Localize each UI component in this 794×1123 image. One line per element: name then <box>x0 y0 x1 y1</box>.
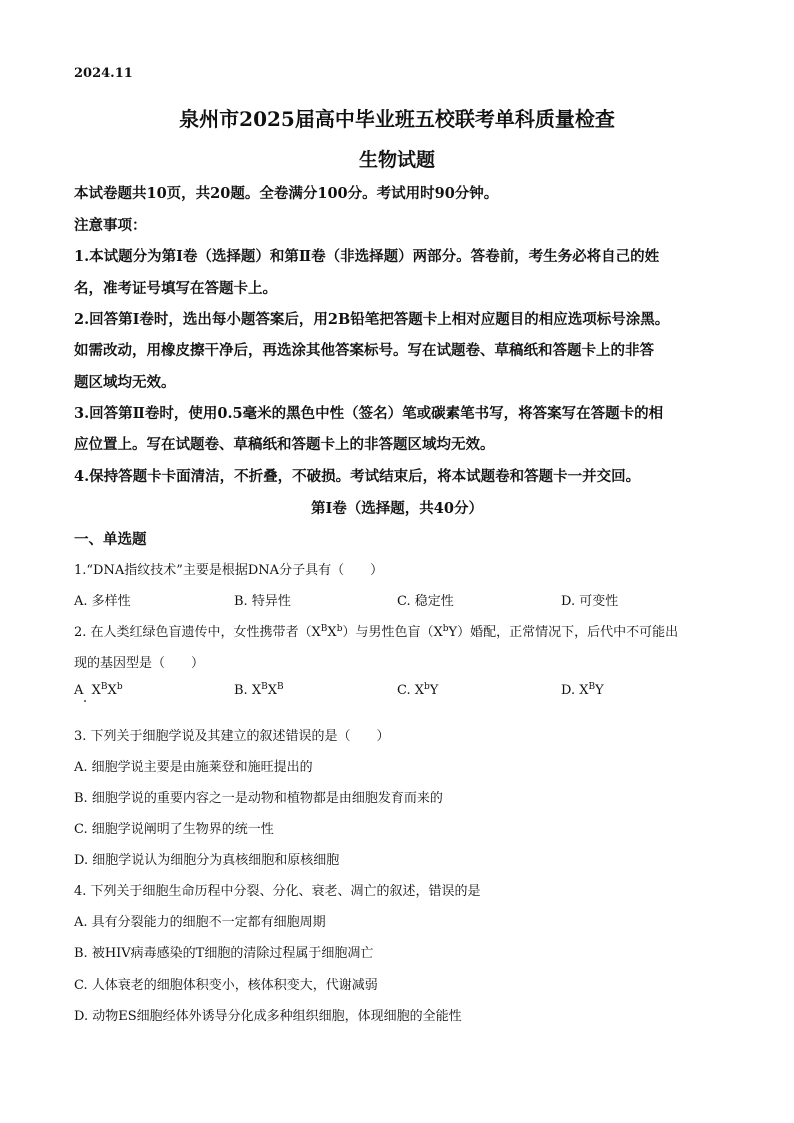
notice-item-1-line-2: 名，准考证号填写在答题卡上。 <box>74 280 277 297</box>
question-2-stem-line-2: 现的基因型是（ ） <box>74 656 205 671</box>
question-2-option-c: C. $X^bY$ <box>397 682 439 698</box>
notice-item-2-line-3: 题区域均无效。 <box>74 374 176 391</box>
question-2-stem-line-1: 2. 在人类红绿色盲遗传中，女性携带者$(X^BX^b)$与男性色盲$(X^bY)$婚配，正常情况下，后代中不可能出 <box>74 624 679 640</box>
question-4-stem: 4. 下列关于细胞生命历程中分裂、分化、衰老、凋亡的叙述，错误的是 <box>74 884 481 899</box>
question-1-stem: 1.“DNA指纹技术”主要是根据DNA分子具有（ ） <box>74 563 384 578</box>
notice-item-3-line-2: 应位置上。写在试题卷、草稿纸和答题卡上的非答题区域均无效。 <box>74 436 495 453</box>
notice-item-3-line-1: 3.回答第Ⅱ卷时，使用0.5毫米的黑色中性（签名）笔或碳素笔书写，将答案写在答题卡的相 <box>74 405 664 422</box>
section-single-choice: 一、单选题 <box>74 531 147 548</box>
notice-item-1-line-1: 1.本试题分为第Ⅰ卷（选择题）和第Ⅱ卷（非选择题）两部分。答卷前，考生务必将自己的姓 <box>74 248 660 265</box>
question-3-option-a: A. 细胞学说主要是由施莱登和施旺提出的 <box>74 760 313 775</box>
notice-title: 注意事项： <box>74 217 147 234</box>
question-3-stem: 3. 下列关于细胞学说及其建立的叙述错误的是（ ） <box>74 729 390 744</box>
question-4-option-a: A. 具有分裂能力的细胞不一定都有细胞周期 <box>74 915 326 930</box>
question-2-option-d: D. $X^BY$ <box>561 682 604 698</box>
part-1-title: 第Ⅰ卷（选择题，共40分） <box>311 500 483 517</box>
notice-item-4: 4.保持答题卡卡面清洁，不折叠，不破损。考试结束后，将本试题卷和答题卡一并交回。 <box>74 468 641 485</box>
exam-summary: 本试卷题共10页，共20题。全卷满分100分。考试用时90分钟。 <box>74 185 499 202</box>
exam-title: 泉州市2025届高中毕业班五校联考单科质量检查 <box>179 107 615 131</box>
question-2-option-b: B. $X^BX^B$ <box>234 682 284 698</box>
exam-subtitle: 生物试题 <box>358 149 435 171</box>
notice-item-2-line-1: 2.回答第Ⅰ卷时，选出每小题答案后，用2B铅笔把答题卡上相对应题目的相应选项标号涂黑。 <box>74 311 670 328</box>
question-1-option-c: C. 稳定性 <box>397 594 454 609</box>
question-4-option-b: B. 被HIV病毒感染的T细胞的清除过程属于细胞凋亡 <box>74 946 374 961</box>
question-4-option-c: C. 人体衰老的细胞体积变小，核体积变大，代谢减弱 <box>74 978 378 993</box>
question-1-option-d: D. 可变性 <box>561 594 619 609</box>
notice-item-2-line-2: 如需改动，用橡皮擦干净后，再选涂其他答案标号。写在试题卷、草稿纸和答题卡上的非答 <box>74 342 654 359</box>
question-3-option-b: B. 细胞学说的重要内容之一是动物和植物都是由细胞发育而来的 <box>74 791 443 806</box>
exam-date: 2024.11 <box>74 66 133 81</box>
question-3-option-d: D. 细胞学说认为细胞分为真核细胞和原核细胞 <box>74 853 340 868</box>
decorative-dot <box>84 700 86 702</box>
question-2-option-a: A $X^BX^b$ <box>74 682 123 698</box>
question-4-option-d: D. 动物ES细胞经体外诱导分化成多种组织细胞，体现细胞的全能性 <box>74 1009 462 1024</box>
question-1-option-b: B. 特异性 <box>234 594 291 609</box>
question-3-option-c: C. 细胞学说阐明了生物界的统一性 <box>74 822 274 837</box>
question-1-option-a: A. 多样性 <box>74 594 131 609</box>
